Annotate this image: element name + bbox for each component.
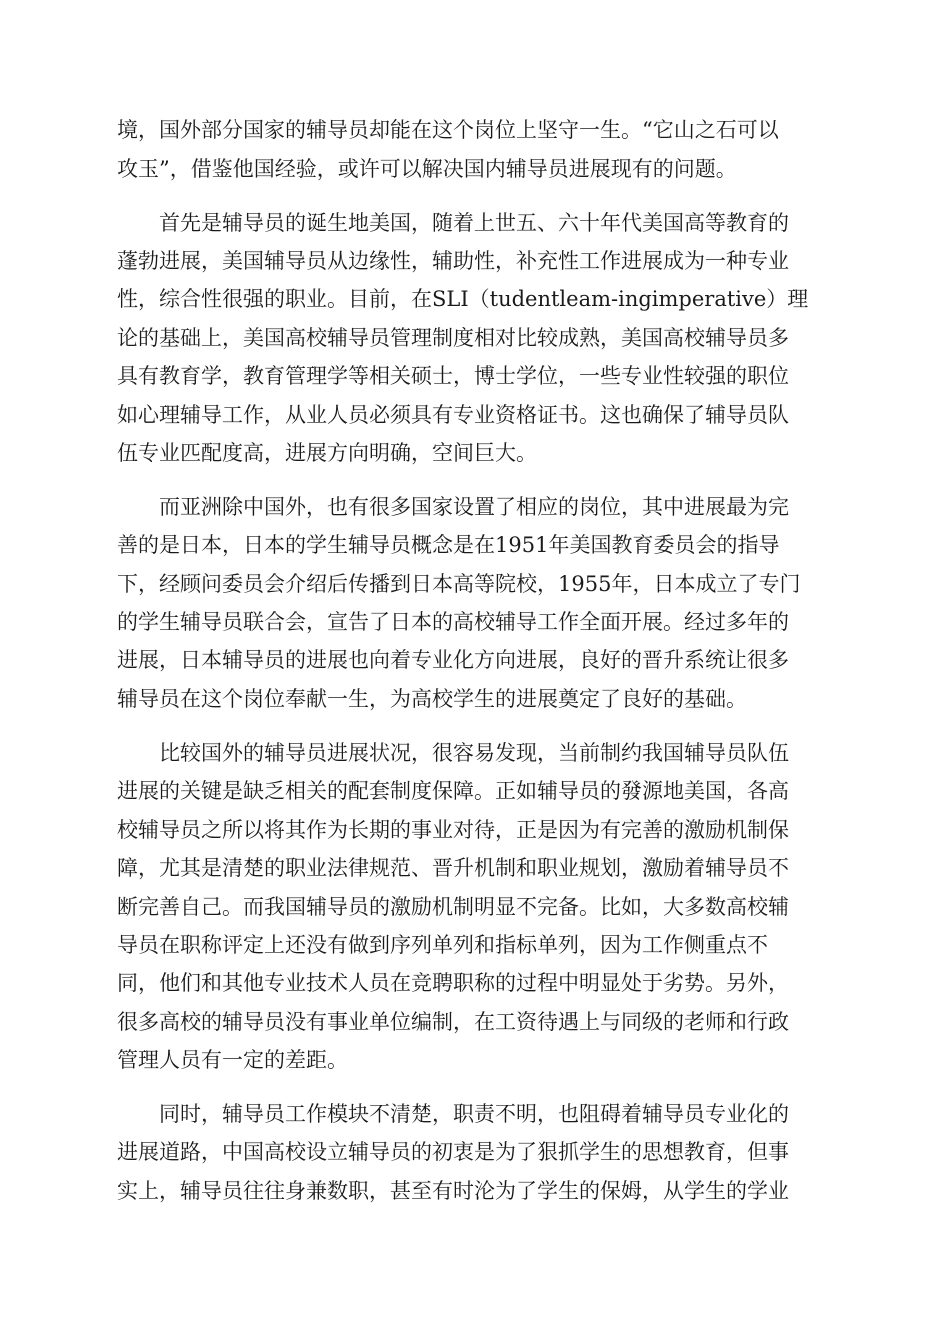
text-line: 同时，辅导员工作模块不清楚，职责不明，也阻碍着辅导员专业化的: [159, 1102, 789, 1126]
text-line: 辅导员在这个岗位奉献一生，为高校学生的进展奠定了良好的基础。: [117, 687, 747, 711]
text-line: 管理人员有一定的差距。: [117, 1048, 348, 1072]
text-line: 而亚洲除中国外，也有很多国家设置了相应的岗位，其中进展最为完: [159, 495, 789, 519]
text-line: 进展，日本辅导员的进展也向着专业化方向进展，良好的晋升系统让很多: [117, 648, 789, 672]
text-line: 下，经顾问委员会介绍后传播到日本高等院校，1955年，日本成立了专门: [117, 572, 801, 596]
text-line: 实上，辅导员往往身兼数职，甚至有时沦为了学生的保姆，从学生的学业: [117, 1179, 789, 1203]
text-line: 障，尤其是清楚的职业法律规范、晋升机制和职业规划，激励着辅导员不: [117, 856, 789, 880]
text-line: 蓬勃进展，美国辅导员从边缘性，辅助性，补充性工作进展成为一种专业: [117, 249, 789, 273]
text-line: 攻玉”，借鉴他国经验，或许可以解决国内辅导员进展现有的问题。: [117, 157, 737, 181]
text-line: 很多高校的辅导员没有事业单位编制，在工资待遇上与同级的老师和行政: [117, 1010, 789, 1034]
text-line: 伍专业匹配度高，进展方向明确，空间巨大。: [117, 441, 537, 465]
text-line: 断完善自己。而我国辅导员的激励机制明显不完备。比如，大多数高校辅: [117, 895, 789, 919]
text-line: 善的是日本，日本的学生辅导员概念是在1951年美国教育委员会的指导: [117, 533, 780, 557]
text-line: 的学生辅导员联合会，宣告了日本的高校辅导工作全面开展。经过多年的: [117, 610, 789, 634]
text-line: 进展道路，中国高校设立辅导员的初衷是为了狠抓学生的思想教育，但事: [117, 1140, 789, 1164]
text-line: 比较国外的辅导员进展状况，很容易发现，当前制约我国辅导员队伍: [159, 741, 789, 765]
text-line: 首先是辅导员的诞生地美国，随着上世五、六十年代美国高等教育的: [159, 211, 789, 235]
text-line: 校辅导员之所以将其作为长期的事业对待，正是因为有完善的激励机制保: [117, 818, 789, 842]
text-line: 导员在职称评定上还没有做到序列单列和指标单列，因为工作侧重点不: [117, 933, 768, 957]
text-line: 进展的关键是缺乏相关的配套制度保障。正如辅导员的發源地美国，各高: [117, 779, 789, 803]
text-line: 具有教育学，教育管理学等相关硕士，博士学位，一些专业性较强的职位: [117, 364, 789, 388]
text-line: 论的基础上，美国高校辅导员管理制度相对比较成熟，美国高校辅导员多: [117, 326, 789, 350]
text-line: 境，国外部分国家的辅导员却能在这个岗位上坚守一生。“它山之石可以: [117, 118, 779, 142]
text-line: 如心理辅导工作，从业人员必须具有专业资格证书。这也确保了辅导员队: [117, 403, 789, 427]
text-line: 性，综合性很强的职业。目前，在SLI（tudentleam-ingimperative）理: [117, 287, 809, 311]
text-line: 同，他们和其他专业技术人员在竞聘职称的过程中明显处于劣势。另外，: [117, 971, 789, 995]
